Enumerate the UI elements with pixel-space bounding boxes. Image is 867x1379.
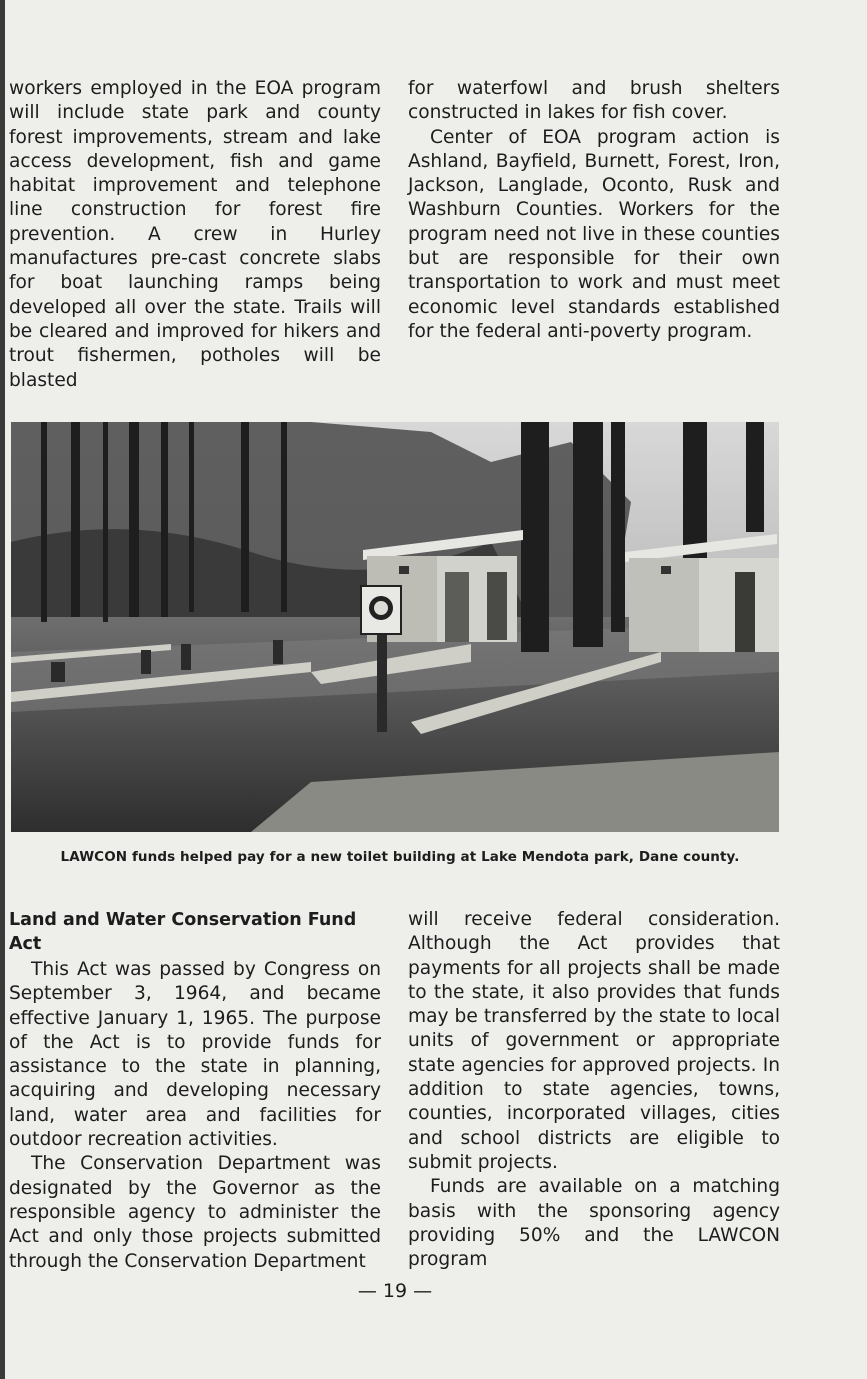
paragraph-eoa-counties: Center of EOA program action is Ashland, Bayfield, Burnett, Forest, Iron, Jackson, Langlade, Oconto, Rusk and Washburn Counties. Workers for the program need not live in these counties but are responsible for their own transportation to work and must meet economic level standards established for the federal anti-poverty program.	[408, 126, 780, 342]
paragraph-federal-consideration: will receive federal consideration. Although the Act provides that payments for all projects shall be made to the state, it also provides that funds may be transferred by the state to local units of government or appropriate state agencies for approved projects. In addition to state agencies, towns, counties, incorporated villages, cities and school districts are eligible to submit projects.	[408, 909, 780, 1173]
text-column-bottom-left	[9, 908, 381, 1274]
paragraph-act-purpose: This Act was passed by Congress on September 3, 1964, and became effective January 1, 1965. The purpose of the Act is to provide funds for assistance to the state in planning, acquiring and developing necessary land, water area and facilities for outdoor recreation activities.	[9, 959, 381, 1151]
paragraph-matching-funds: Funds are available on a matching basis with the sponsoring agency providing 50% and the LAWCON program	[408, 1176, 780, 1271]
text-column-top-left	[9, 77, 381, 393]
photo-caption: LAWCON funds helped pay for a new toilet building at Lake Mendota park, Dane county.	[60, 849, 740, 865]
paragraph-waterfowl: for waterfowl and brush shelters constructed in lakes for fish cover.	[408, 78, 780, 124]
paragraph-conservation-department: The Conservation Department was designated by the Governor as the responsible agency to administer the Act and only those projects submitted through the Conservation Department	[9, 1153, 381, 1272]
section-heading: Land and Water Conservation Fund Act	[9, 910, 357, 954]
paragraph-eoa-workers: workers employed in the EOA program will include state park and county forest improvements, stream and lake access development, fish and game habitat improvement and telephone line construction for forest fire prevention. A crew in Hurley manufactures pre-cast concrete slabs for boat launching ramps being developed all over the state. Trails will be cleared and improved for hikers and trout fishermen, potholes will be blasted	[9, 78, 381, 391]
page-binding-edge	[0, 0, 5, 1379]
photo-lake-mendota-toilet-building	[11, 422, 779, 832]
text-column-top-right	[408, 77, 780, 344]
text-column-bottom-right	[408, 908, 780, 1272]
page-number: — 19 —	[357, 1280, 433, 1302]
